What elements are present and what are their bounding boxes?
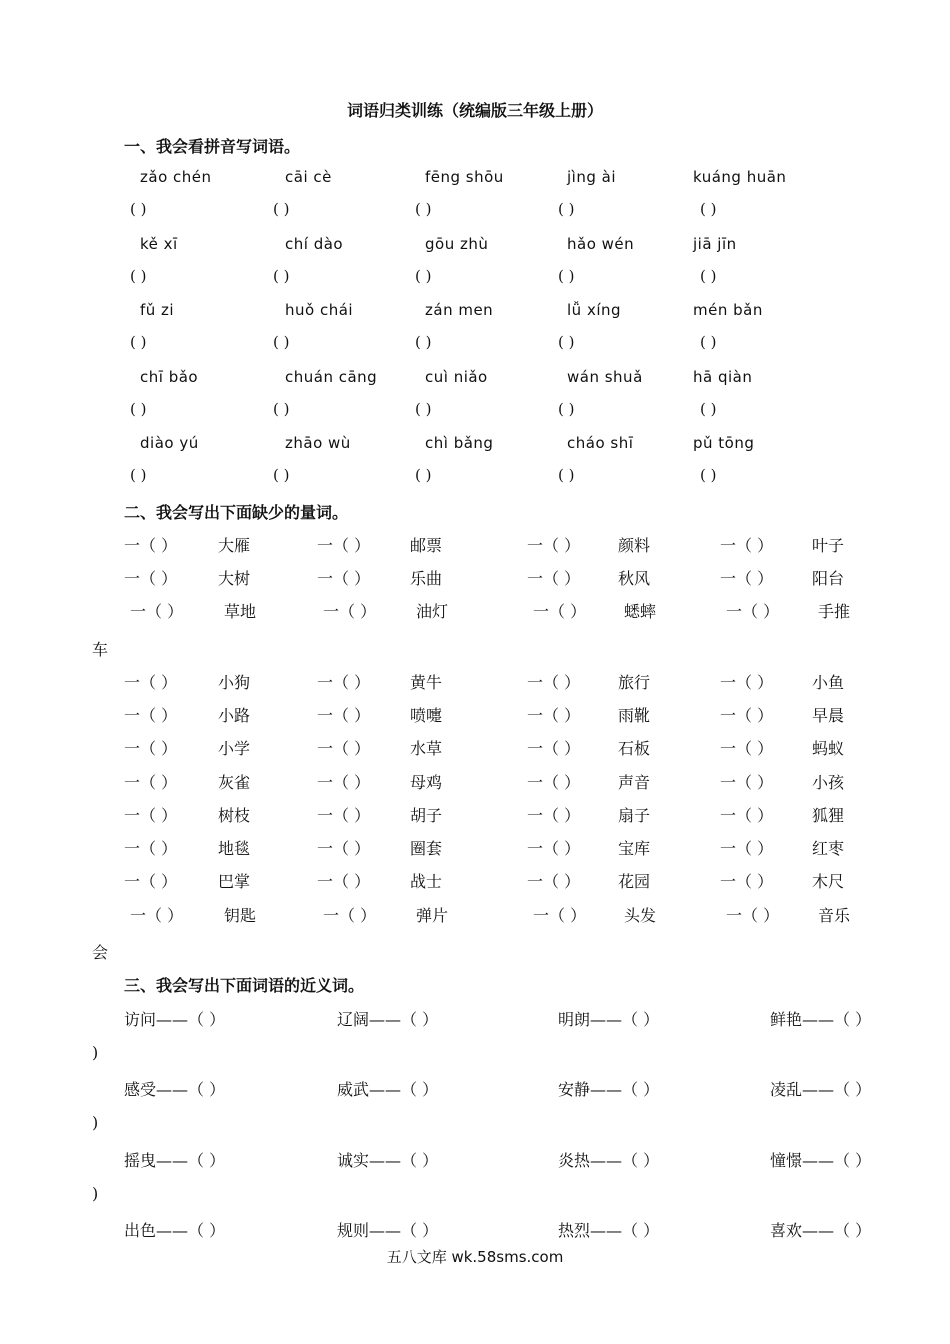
noun-label: 头发 <box>624 906 657 925</box>
pinyin-prompt: cāi cè <box>285 168 332 186</box>
pinyin-prompt: kě xī <box>140 235 178 253</box>
pinyin-prompt: jìng ài <box>567 168 616 186</box>
synonym-blank[interactable]: ——（ ） <box>802 1151 872 1170</box>
noun-label: 花园 <box>618 872 651 891</box>
answer-blank[interactable]: ( ) <box>273 267 290 285</box>
measure-blank[interactable]: 一（ ） <box>323 906 377 925</box>
answer-blank[interactable]: ( ) <box>700 466 717 484</box>
answer-blank[interactable]: ( ) <box>558 466 575 484</box>
wrap-paren: ) <box>92 1184 99 1203</box>
noun-label: 石板 <box>618 739 651 758</box>
measure-blank[interactable]: 一（ ） <box>124 706 178 725</box>
measure-blank[interactable]: 一（ ） <box>323 602 377 621</box>
measure-blank[interactable]: 一（ ） <box>317 706 371 725</box>
answer-blank[interactable]: ( ) <box>273 400 290 418</box>
pinyin-prompt: fǔ zi <box>140 301 175 319</box>
pinyin-prompt: zhāo wù <box>285 434 351 452</box>
answer-blank[interactable]: ( ) <box>700 200 717 218</box>
answer-blank[interactable]: ( ) <box>415 400 432 418</box>
answer-blank[interactable]: ( ) <box>415 267 432 285</box>
synonym-word: 辽阔——（ ） <box>337 1010 439 1029</box>
measure-blank[interactable]: 一（ ） <box>317 872 371 891</box>
pinyin-prompt: lǚ xíng <box>567 301 622 319</box>
measure-blank[interactable]: 一（ ） <box>720 706 774 725</box>
measure-blank[interactable]: 一（ ） <box>124 569 178 588</box>
measure-blank[interactable]: 一（ ） <box>130 906 184 925</box>
answer-blank[interactable]: ( ) <box>415 333 432 351</box>
noun-label: 旅行 <box>618 673 651 692</box>
noun-label: 草地 <box>224 602 257 621</box>
answer-blank[interactable]: ( ) <box>700 333 717 351</box>
pinyin-prompt: jiā jīn <box>693 235 737 253</box>
noun-label: 木尺 <box>812 872 845 891</box>
pinyin-prompt: fēng shōu <box>425 168 504 186</box>
noun-label: 雨靴 <box>618 706 651 725</box>
section3-heading: 三、我会写出下面词语的近义词。 <box>124 976 365 995</box>
synonym-word: 出色——（ ） <box>124 1221 226 1240</box>
synonym-blank[interactable]: ——（ ） <box>802 1080 872 1099</box>
measure-blank[interactable]: 一（ ） <box>124 739 178 758</box>
pinyin-prompt: cháo shī <box>567 434 634 452</box>
noun-label: 油灯 <box>416 602 449 621</box>
noun-label: 红枣 <box>812 839 845 858</box>
pinyin-prompt: chì bǎng <box>425 434 494 452</box>
noun-label: 蟋蟀 <box>624 602 657 621</box>
synonym-blank[interactable]: ——（ ） <box>156 1221 226 1240</box>
answer-blank[interactable]: ( ) <box>415 200 432 218</box>
noun-label: 秋风 <box>618 569 651 588</box>
synonym-word: 热烈——（ ） <box>558 1221 660 1240</box>
noun-label: 声音 <box>618 773 651 792</box>
synonym-word: 感受——（ ） <box>124 1080 226 1099</box>
measure-blank[interactable]: 一（ ） <box>720 806 774 825</box>
measure-blank[interactable]: 一（ ） <box>527 673 581 692</box>
pinyin-prompt: cuì niǎo <box>425 368 488 386</box>
measure-blank[interactable]: 一（ ） <box>720 872 774 891</box>
measure-blank[interactable]: 一（ ） <box>317 806 371 825</box>
pinyin-prompt: hǎo wén <box>567 235 635 253</box>
synonym-blank[interactable]: ——（ ） <box>369 1151 439 1170</box>
answer-blank[interactable]: ( ) <box>130 267 147 285</box>
answer-blank[interactable]: ( ) <box>130 466 147 484</box>
page-title: 词语归类训练（统编版三年级上册） <box>346 101 603 120</box>
noun-label: 树枝 <box>218 806 251 825</box>
synonym-blank[interactable]: ——（ ） <box>590 1221 660 1240</box>
measure-blank[interactable]: 一（ ） <box>720 773 774 792</box>
noun-label: 弹片 <box>416 906 449 925</box>
measure-blank[interactable]: 一（ ） <box>527 739 581 758</box>
measure-blank[interactable]: 一（ ） <box>720 839 774 858</box>
answer-blank[interactable]: ( ) <box>558 267 575 285</box>
measure-blank[interactable]: 一（ ） <box>124 872 178 891</box>
noun-label: 母鸡 <box>410 773 443 792</box>
noun-label: 喷嚏 <box>410 706 443 725</box>
answer-blank[interactable]: ( ) <box>415 466 432 484</box>
pinyin-prompt: zǎo chén <box>140 168 212 186</box>
synonym-word: 炎热——（ ） <box>558 1151 660 1170</box>
synonym-word: 憧憬——（ ） <box>770 1151 872 1170</box>
measure-blank[interactable]: 一（ ） <box>527 806 581 825</box>
wrap-paren: ) <box>92 1113 99 1132</box>
noun-label: 圈套 <box>410 839 443 858</box>
measure-blank[interactable]: 一（ ） <box>124 806 178 825</box>
measure-blank[interactable]: 一（ ） <box>527 872 581 891</box>
noun-label: 乐曲 <box>410 569 443 588</box>
measure-blank[interactable]: 一（ ） <box>527 773 581 792</box>
noun-label: 灰雀 <box>218 773 251 792</box>
pinyin-prompt: gōu zhù <box>425 235 489 253</box>
section2-heading: 二、我会写出下面缺少的量词。 <box>124 503 349 522</box>
noun-label: 叶子 <box>812 536 845 555</box>
measure-blank[interactable]: 一（ ） <box>720 673 774 692</box>
noun-label: 大雁 <box>218 536 251 555</box>
pinyin-prompt: zán men <box>425 301 494 319</box>
pinyin-prompt: hā qiàn <box>693 368 753 386</box>
wrap-paren: ) <box>92 1043 99 1062</box>
synonym-blank[interactable]: ——（ ） <box>590 1080 660 1099</box>
noun-label: 黄牛 <box>410 673 443 692</box>
measure-blank[interactable]: 一（ ） <box>124 536 178 555</box>
noun-label: 音乐 <box>818 906 851 925</box>
synonym-word: 明朗——（ ） <box>558 1010 660 1029</box>
measure-blank[interactable]: 一（ ） <box>720 536 774 555</box>
synonym-blank[interactable]: ——（ ） <box>369 1221 439 1240</box>
measure-blank[interactable]: 一（ ） <box>317 739 371 758</box>
pinyin-prompt: diào yú <box>140 434 199 452</box>
measure-blank[interactable]: 一（ ） <box>124 673 178 692</box>
answer-blank[interactable]: ( ) <box>558 400 575 418</box>
answer-blank[interactable]: ( ) <box>700 267 717 285</box>
measure-blank[interactable]: 一（ ） <box>720 569 774 588</box>
noun-label: 蚂蚁 <box>812 739 845 758</box>
noun-label: 阳台 <box>812 569 845 588</box>
pinyin-prompt: wán shuǎ <box>567 368 643 386</box>
noun-label: 胡子 <box>410 806 443 825</box>
pinyin-prompt: chī bǎo <box>140 368 199 386</box>
synonym-blank[interactable]: ——（ ） <box>590 1151 660 1170</box>
measure-blank[interactable]: 一（ ） <box>527 706 581 725</box>
synonym-word: 访问——（ ） <box>124 1010 226 1029</box>
synonym-blank[interactable]: ——（ ） <box>369 1010 439 1029</box>
measure-blank[interactable]: 一（ ） <box>124 773 178 792</box>
pinyin-prompt: huǒ chái <box>285 301 354 319</box>
answer-blank[interactable]: ( ) <box>130 333 147 351</box>
noun-label: 小学 <box>218 739 251 758</box>
noun-label: 邮票 <box>410 536 443 555</box>
noun-label: 地毯 <box>218 839 251 858</box>
synonym-word: 威武——（ ） <box>337 1080 439 1099</box>
noun-label: 大树 <box>218 569 251 588</box>
measure-blank[interactable]: 一（ ） <box>317 773 371 792</box>
synonym-blank[interactable]: ——（ ） <box>590 1010 660 1029</box>
wrap-text: 会 <box>92 943 109 962</box>
measure-blank[interactable]: 一（ ） <box>317 536 371 555</box>
noun-label: 颜料 <box>618 536 651 555</box>
noun-label: 宝库 <box>618 839 651 858</box>
section1-heading: 一、我会看拼音写词语。 <box>124 137 301 156</box>
answer-blank[interactable]: ( ) <box>273 200 290 218</box>
measure-blank[interactable]: 一（ ） <box>317 673 371 692</box>
measure-blank[interactable]: 一（ ） <box>317 839 371 858</box>
measure-blank[interactable]: 一（ ） <box>527 569 581 588</box>
synonym-word: 规则——（ ） <box>337 1221 439 1240</box>
measure-blank[interactable]: 一（ ） <box>726 906 780 925</box>
synonym-blank[interactable]: ——（ ） <box>156 1151 226 1170</box>
answer-blank[interactable]: ( ) <box>273 466 290 484</box>
noun-label: 钥匙 <box>224 906 257 925</box>
noun-label: 巴掌 <box>218 872 251 891</box>
measure-blank[interactable]: 一（ ） <box>527 536 581 555</box>
synonym-blank[interactable]: ——（ ） <box>802 1221 872 1240</box>
noun-label: 小鱼 <box>812 673 845 692</box>
synonym-blank[interactable]: ——（ ） <box>156 1010 226 1029</box>
answer-blank[interactable]: ( ) <box>130 200 147 218</box>
measure-blank[interactable]: 一（ ） <box>130 602 184 621</box>
measure-blank[interactable]: 一（ ） <box>726 602 780 621</box>
measure-blank[interactable]: 一（ ） <box>124 839 178 858</box>
pinyin-prompt: kuáng huān <box>693 168 787 186</box>
wrap-text: 车 <box>92 640 109 659</box>
answer-blank[interactable]: ( ) <box>700 400 717 418</box>
pinyin-prompt: chí dào <box>285 235 344 253</box>
synonym-blank[interactable]: ——（ ） <box>369 1080 439 1099</box>
synonym-word: 诚实——（ ） <box>337 1151 439 1170</box>
synonym-blank[interactable]: ——（ ） <box>156 1080 226 1099</box>
answer-blank[interactable]: ( ) <box>273 333 290 351</box>
measure-blank[interactable]: 一（ ） <box>720 739 774 758</box>
answer-blank[interactable]: ( ) <box>558 200 575 218</box>
measure-blank[interactable]: 一（ ） <box>527 839 581 858</box>
noun-label: 小路 <box>218 706 251 725</box>
pinyin-prompt: pǔ tōng <box>693 434 755 452</box>
noun-label: 小孩 <box>812 773 845 792</box>
synonym-word: 安静——（ ） <box>558 1080 660 1099</box>
answer-blank[interactable]: ( ) <box>130 400 147 418</box>
synonym-word: 摇曳——（ ） <box>124 1151 226 1170</box>
pinyin-prompt: mén bǎn <box>693 301 763 319</box>
measure-blank[interactable]: 一（ ） <box>533 602 587 621</box>
synonym-word: 鲜艳——（ ） <box>770 1010 872 1029</box>
synonym-blank[interactable]: ——（ ） <box>802 1010 872 1029</box>
pinyin-prompt: chuán cāng <box>285 368 378 386</box>
answer-blank[interactable]: ( ) <box>558 333 575 351</box>
synonym-word: 凌乱——（ ） <box>770 1080 872 1099</box>
noun-label: 小狗 <box>218 673 251 692</box>
measure-blank[interactable]: 一（ ） <box>533 906 587 925</box>
noun-label: 水草 <box>410 739 443 758</box>
synonym-word: 喜欢——（ ） <box>770 1221 872 1240</box>
footer-watermark: 五八文库 wk.58sms.com <box>386 1248 564 1266</box>
measure-blank[interactable]: 一（ ） <box>317 569 371 588</box>
noun-label: 战士 <box>410 872 443 891</box>
noun-label: 早晨 <box>812 706 845 725</box>
noun-label: 扇子 <box>618 806 651 825</box>
noun-label: 狐狸 <box>812 806 845 825</box>
noun-label: 手推 <box>818 602 851 621</box>
